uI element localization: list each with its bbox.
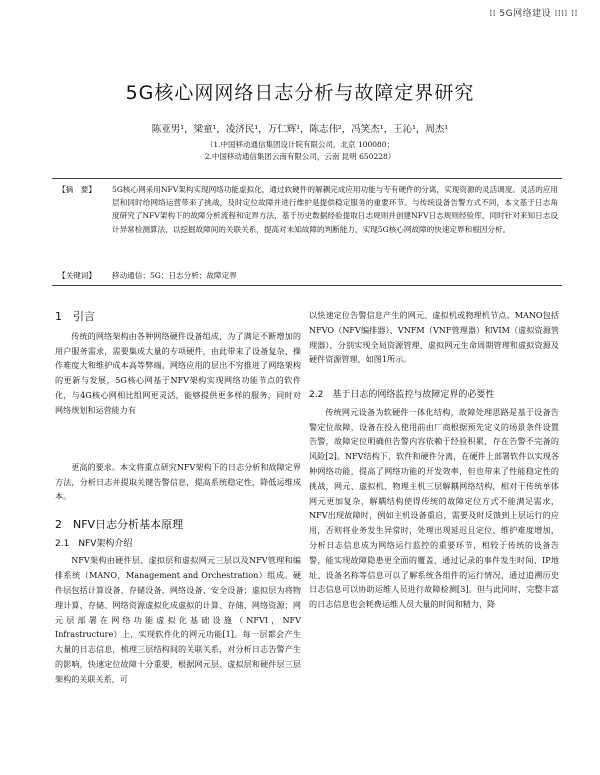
paper-title: 5G核心网网络日志分析与故障定界研究 — [125, 82, 475, 104]
author-list: 陈亚男¹，梁童¹，凌济民¹，万仁辉¹，陈志伟²，冯笑杰¹，王沁¹，周杰¹ — [151, 124, 449, 135]
abstract-top-rule — [52, 178, 562, 179]
abstract-label: 【摘 要】 — [58, 185, 96, 194]
abstract-block — [58, 183, 558, 259]
section-1-paragraph-1: 传统的网络架构由各种网络硬件设备组成，为了满足不断增加的用户服务需求，需要集成大量的专项硬件，由此带来了设备复杂、操作难度大和维护成本高等弊端。网络应用的层出不穷推进了网络架构的更新与发展，5G核心网基于NFV架构实现网络功能节点的软件化，与4G核心网相比组网更灵活，能够提供更多样的服务，同时对网络规划和运营能力有 — [55, 330, 301, 415]
affiliation-2: 2.中国移动通信集团云南有限公司，云南 昆明 650228） — [204, 152, 396, 161]
section-2-2-heading: 2.2 基于日志的网络监控与故障定界的必要性 — [309, 390, 495, 400]
section-2-1-heading: 2.1 NFV架构介绍 — [55, 538, 133, 549]
keywords-label: 【关键词】 — [58, 271, 96, 280]
section-2-2-paragraph: 传统网元设备为软硬件一体化结构，故障处理思路是基于设备告警定位故障，设备在投入使用前由厂商根据预先定义的场景条件设置告警，故障定位明确但告警内容依赖于经验积累，存在告警不完备的风险[2]。NFV结构下，软件和硬件分离，在硬件上部署软件以实现各种网络功能，提高了网络功能的开发效率，但也带来了性能稳定性的挑战，网元、虚拟机、物理主机三层解耦网络结构，相对于传统单体网元更加复杂，解耦结构使得传统的故障定位方式不能满足需求，NFV出现故障时，例如主机设备重启，需要及时反馈到上层运行的应用，否则将业务发生异常时，处理出现延迟且定位、维护难度增加，分析日志信息成为网络运行监控的重要环节，相较于传统的设备告警，能实现故障隐患更全面的覆盖，通过记录的事件发生时间、IP地址、设备名称等信息可以了解系统各组件的运行情况，通过追溯历史日志信息可以协助运维人员进行故障检测[3]。但与此同时，完整丰富的日志信息也会耗费运维人员大量的时间和精力，降 — [309, 406, 559, 610]
affiliation-1: （1.中国移动通信集团设计院有限公司，北京 100080； — [205, 140, 395, 149]
right-column — [309, 302, 559, 701]
section-1-paragraph-2: 更高的要求。本文将重点研究NFV架构下的日志分析和故障定界方法，分析日志并提取关键告警信息，提高系统稳定性，降低运维成本。 — [55, 461, 301, 502]
keywords-block — [58, 270, 558, 282]
section-2-1-paragraph: NFV架构由硬件层、虚拟层和虚拟网元三层以及NFV管理和编排系统（MANO，Management and Orchestration）组成。硬件层包括计算设备、存储设备、网络设备、安全设备；虚拟层为将物理计算、存储、网络资源虚拟化成虚拟的计算、存储、网络资源；网元层部署在网络功能虚拟化基础设施（NFVI，NFV Infrastructure）上，实现软件化的网元功能[1]。每一层都会产生大量的日志信息，梳理三层结构间的关联关系，对分析日志告警产生的影响，快速定位故障十分重要，根据网元层、虚拟层和硬件层三层架构的关联关系，可 — [55, 555, 301, 684]
running-header: ⁞⁞ 5G网络建设 ⁞⁞⁞⁞ ⁞⁞ — [489, 9, 578, 19]
abstract-text: 5G核心网采用NFV架构实现网络功能虚拟化，通过软硬件的解耦完成应用功能与专有硬件的分离，实现资源的灵活调度。灵活的应用层和同时给网络运营带来了挑战，及时定位故障并进行维护是提供稳定服务的重要环节。与传统设备告警方式不同，本文基于日志角度研究了NFV架构下的故障分析流程和定界方法，基于历史数据经验提取日志规则并创建NFV日志规则经验库，同时针对来知日志设计异常检测算法，以挖掘故障间的关联关系，提高对未知故障的判断能力，实现5G核心网故障的快速定界和根因分析。 — [112, 185, 558, 234]
keywords-text: 移动通信；5G；日志分析；故障定界 — [112, 271, 237, 280]
section-1-heading: 1 引言 — [55, 310, 95, 323]
section-2-heading: 2 NFV日志分析基本原理 — [55, 517, 184, 531]
continued-paragraph: 以快速定位告警信息产生的网元、虚拟机或物理机节点。MANO包括NFVO（NFV编排器）、VNFM（VNF管理器）和VIM（虚拟资源管理器），分别实现全局资源管理、虚拟网元生命周期管理和虚拟资源及硬件资源管理，如图1所示。 — [309, 310, 559, 365]
left-column — [55, 302, 301, 775]
abstract-bottom-rule — [52, 285, 562, 286]
